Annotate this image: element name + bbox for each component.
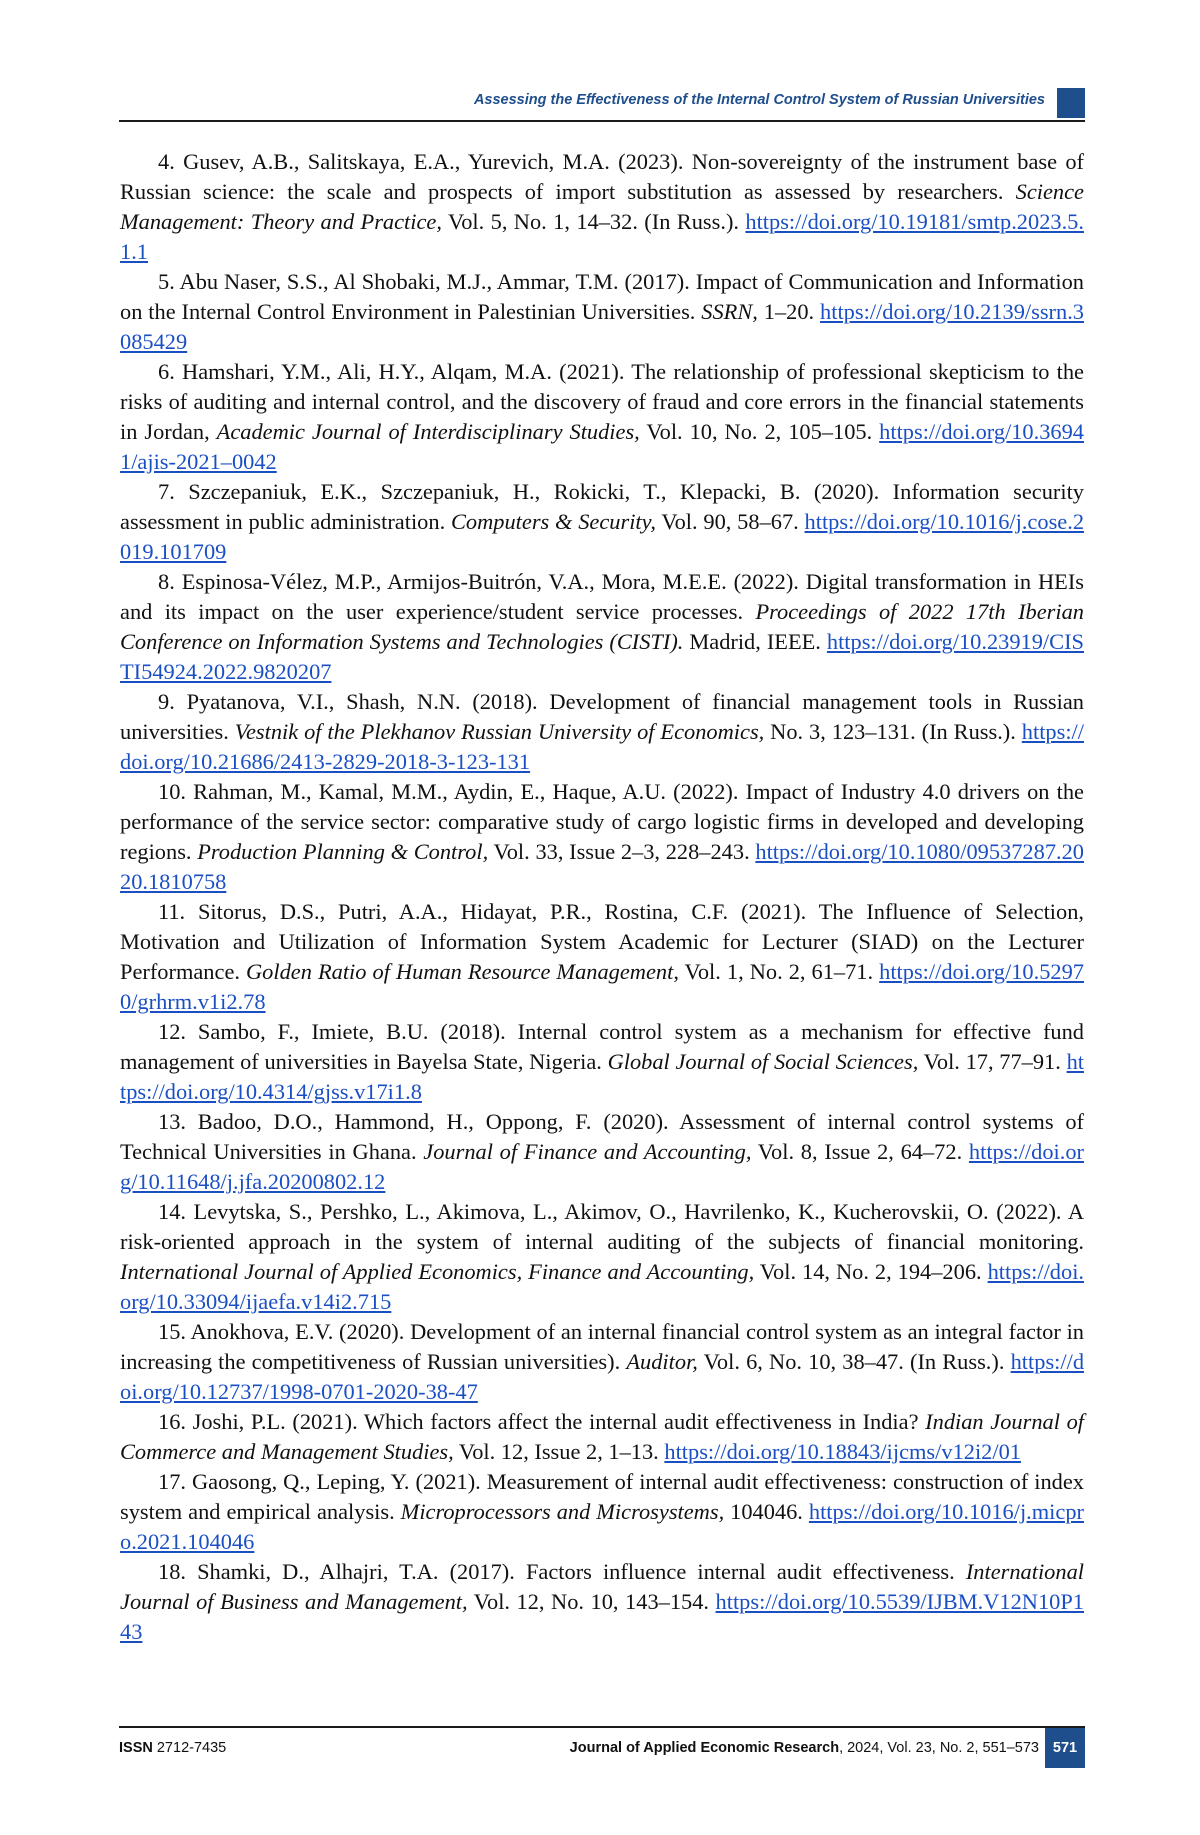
reference-item xyxy=(120,1317,1084,1407)
reference-details: Vol. 12, Issue 2, 1–13. xyxy=(453,1439,665,1464)
reference-text: 13. Badoo, D.O., Hammond, H., Oppong, F. (2020). Assessment of internal control systems of Technical Universities in Ghana. xyxy=(120,1109,1084,1164)
reference-item xyxy=(120,357,1084,477)
reference-text: 14. Levytska, S., Pershko, L., Akimova, L., Akimov, O., Havrilenko, K., Kucherovskii, O. (2022). A risk-oriented approach in the system of internal auditing of the subjects of financial monitoring. xyxy=(120,1199,1084,1254)
reference-details: Vol. 5, No. 1, 14–32. (In Russ.). xyxy=(441,209,746,234)
issn-label: ISSN xyxy=(119,1740,153,1756)
reference-details: Vol. 8, Issue 2, 64–72. xyxy=(751,1139,969,1164)
doi-link[interactable]: https://doi.org/10.21686/2413-2829-2018-3-123-131 xyxy=(120,719,1084,774)
reference-details: Vol. 10, No. 2, 105–105. xyxy=(639,419,880,444)
doi-link[interactable]: https://doi.org/10.11648/j.jfa.20200802.12 xyxy=(120,1139,1084,1194)
reference-details: Vol. 14, No. 2, 194–206. xyxy=(754,1259,988,1284)
reference-item xyxy=(120,1017,1084,1107)
reference-journal: Golden Ratio of Human Resource Management, xyxy=(246,959,679,984)
reference-item xyxy=(120,897,1084,1017)
doi-link[interactable]: https://doi.org/10.1016/j.micpro.2021.104046 xyxy=(120,1499,1084,1554)
running-header-title: Assessing the Effectiveness of the Internal Control System of Russian Universities xyxy=(473,92,1045,108)
reference-journal: Proceedings of 2022 17th Iberian Conference on Information Systems and Technologies (CISTI). xyxy=(120,599,1084,654)
reference-details: Vol. 12, No. 10, 143–154. xyxy=(467,1589,716,1614)
doi-link[interactable]: https://doi.org/10.52970/grhrm.v1i2.78 xyxy=(120,959,1084,1014)
reference-item xyxy=(120,567,1084,687)
page-footer xyxy=(119,1726,1085,1768)
reference-text: 8. Espinosa-Vélez, M.P., Armijos-Buitrón, V.A., Mora, M.E.E. (2022). Digital transformation in HEIs and its impact on the user experience/student service processes. xyxy=(120,569,1084,624)
page-number: 571 xyxy=(1045,1728,1085,1768)
doi-link[interactable]: https://doi.org/10.2139/ssrn.3085429 xyxy=(120,299,1084,354)
reference-journal: Global Journal of Social Sciences, xyxy=(607,1049,919,1074)
reference-text: 16. Joshi, P.L. (2021). Which factors affect the internal audit effectiveness in India? xyxy=(158,1409,926,1434)
reference-details: Vol. 6, No. 10, 38–47. (In Russ.). xyxy=(697,1349,1011,1374)
doi-link[interactable]: https://doi.org/10.1016/j.cose.2019.101709 xyxy=(120,509,1085,564)
reference-journal: Auditor, xyxy=(626,1349,698,1374)
reference-text: 17. Gaosong, Q., Leping, Y. (2021). Measurement of internal audit effectiveness: construction of index system and empirical analysis. xyxy=(120,1469,1084,1524)
reference-item xyxy=(120,147,1084,267)
reference-text: 7. Szczepaniuk, E.K., Szczepaniuk, H., Rokicki, T., Klepacki, B. (2020). Information security assessment in public administration. xyxy=(120,479,1084,534)
running-header xyxy=(119,88,1085,122)
reference-text: 18. Shamki, D., Alhajri, T.A. (2017). Factors influence internal audit effectiveness. xyxy=(158,1559,966,1584)
reference-item xyxy=(120,687,1084,777)
doi-link[interactable]: https://doi.org/10.33094/ijaefa.v14i2.715 xyxy=(120,1259,1085,1314)
reference-text: 4. Gusev, A.B., Salitskaya, E.A., Yurevich, M.A. (2023). Non-sovereignty of the instrument base of Russian science: the scale and prospects of import substitution as assessed by researchers. xyxy=(120,149,1084,204)
reference-details: Vol. 33, Issue 2–3, 228–243. xyxy=(488,839,756,864)
reference-text: 11. Sitorus, D.S., Putri, A.A., Hidayat, P.R., Rostina, C.F. (2021). The Influence of Selection, Motivation and Utilization of Information System Academic for Lecturer (SIAD) on the Lecturer Performance. xyxy=(120,899,1084,984)
reference-journal: Computers & Security, xyxy=(450,509,656,534)
reference-details: Vol. 1, No. 2, 61–71. xyxy=(678,959,880,984)
reference-text: 9. Pyatanova, V.I., Shash, N.N. (2018). Development of financial management tools in Russian universities. xyxy=(120,689,1084,744)
reference-journal: International Journal of Applied Economics, Finance and Accounting, xyxy=(120,1259,755,1284)
doi-link[interactable]: https://doi.org/10.36941/ajis-2021–0042 xyxy=(120,419,1085,474)
doi-link[interactable]: https://doi.org/10.12737/1998-0701-2020-38-47 xyxy=(120,1349,1085,1404)
doi-link[interactable]: https://doi.org/10.18843/ijcms/v12i2/01 xyxy=(664,1439,1021,1464)
reference-journal: Production Planning & Control, xyxy=(197,839,489,864)
reference-details: 104046. xyxy=(724,1499,809,1524)
reference-item xyxy=(120,1467,1084,1557)
reference-item xyxy=(120,1107,1084,1197)
reference-journal: Science Management: Theory and Practice, xyxy=(120,179,1084,234)
reference-item xyxy=(120,1557,1084,1647)
footer-issn xyxy=(119,1740,226,1756)
journal-name: Journal of Applied Economic Research xyxy=(569,1740,840,1756)
reference-item xyxy=(120,267,1084,357)
reference-details: Vol. 90, 58–67. xyxy=(655,509,805,534)
reference-details: Vol. 17, 77–91. xyxy=(918,1049,1067,1074)
reference-text: 15. Anokhova, E.V. (2020). Development of an internal financial control system as an integral factor in increasing the competitiveness of Russian universities). xyxy=(120,1319,1084,1374)
doi-link[interactable]: https://doi.org/10.1080/09537287.2020.1810758 xyxy=(120,839,1084,894)
reference-text: 5. Abu Naser, S.S., Al Shobaki, M.J., Ammar, T.M. (2017). Impact of Communication and Information on the Internal Control Environment in Palestinian Universities. xyxy=(120,269,1084,324)
reference-details: Madrid, IEEE. xyxy=(683,629,827,654)
reference-journal: Microprocessors and Microsystems, xyxy=(400,1499,725,1524)
reference-journal: Journal of Finance and Accounting, xyxy=(423,1139,752,1164)
reference-list xyxy=(120,147,1084,1647)
reference-journal: Academic Journal of Interdisciplinary Studies, xyxy=(216,419,640,444)
reference-details: No. 3, 123–131. (In Russ.). xyxy=(764,719,1022,744)
reference-journal: International Journal of Business and Management, xyxy=(120,1559,1084,1614)
issn-number: 2712-7435 xyxy=(152,1740,227,1756)
reference-item xyxy=(120,1197,1084,1317)
doi-link[interactable]: https://doi.org/10.4314/gjss.v17i1.8 xyxy=(120,1049,1084,1104)
reference-journal: Vestnik of the Plekhanov Russian University of Economics, xyxy=(234,719,765,744)
reference-item xyxy=(120,1407,1084,1467)
reference-item xyxy=(120,477,1084,567)
doi-link[interactable]: https://doi.org/10.23919/CISTI54924.2022.9820207 xyxy=(120,629,1084,684)
reference-text: 6. Hamshari, Y.M., Ali, H.Y., Alqam, M.A. (2021). The relationship of professional skepticism to the risks of auditing and internal control, and the discovery of fraud and core errors in the financial statements in Jordan, xyxy=(120,359,1084,444)
reference-details: 1–20. xyxy=(757,299,821,324)
doi-link[interactable]: https://doi.org/10.19181/smtp.2023.5.1.1 xyxy=(120,209,1084,264)
reference-journal: Indian Journal of Commerce and Management Studies, xyxy=(120,1409,1084,1464)
reference-item xyxy=(120,777,1084,897)
header-accent-block xyxy=(1057,88,1085,118)
footer-citation xyxy=(570,1740,1039,1756)
citation-details: , 2024, Vol. 23, No. 2, 551–573 xyxy=(839,1740,1039,1756)
reference-text: 12. Sambo, F., Imiete, B.U. (2018). Internal control system as a mechanism for effective fund management of universities in Bayelsa State, Nigeria. xyxy=(120,1019,1084,1074)
reference-journal: SSRN, xyxy=(701,299,758,324)
doi-link[interactable]: https://doi.org/10.5539/IJBM.V12N10P143 xyxy=(120,1589,1084,1644)
reference-text: 10. Rahman, M., Kamal, M.M., Aydin, E., Haque, A.U. (2022). Impact of Industry 4.0 drivers on the performance of the service sector: comparative study of cargo logistic firms in developed and developing regions. xyxy=(120,779,1084,864)
